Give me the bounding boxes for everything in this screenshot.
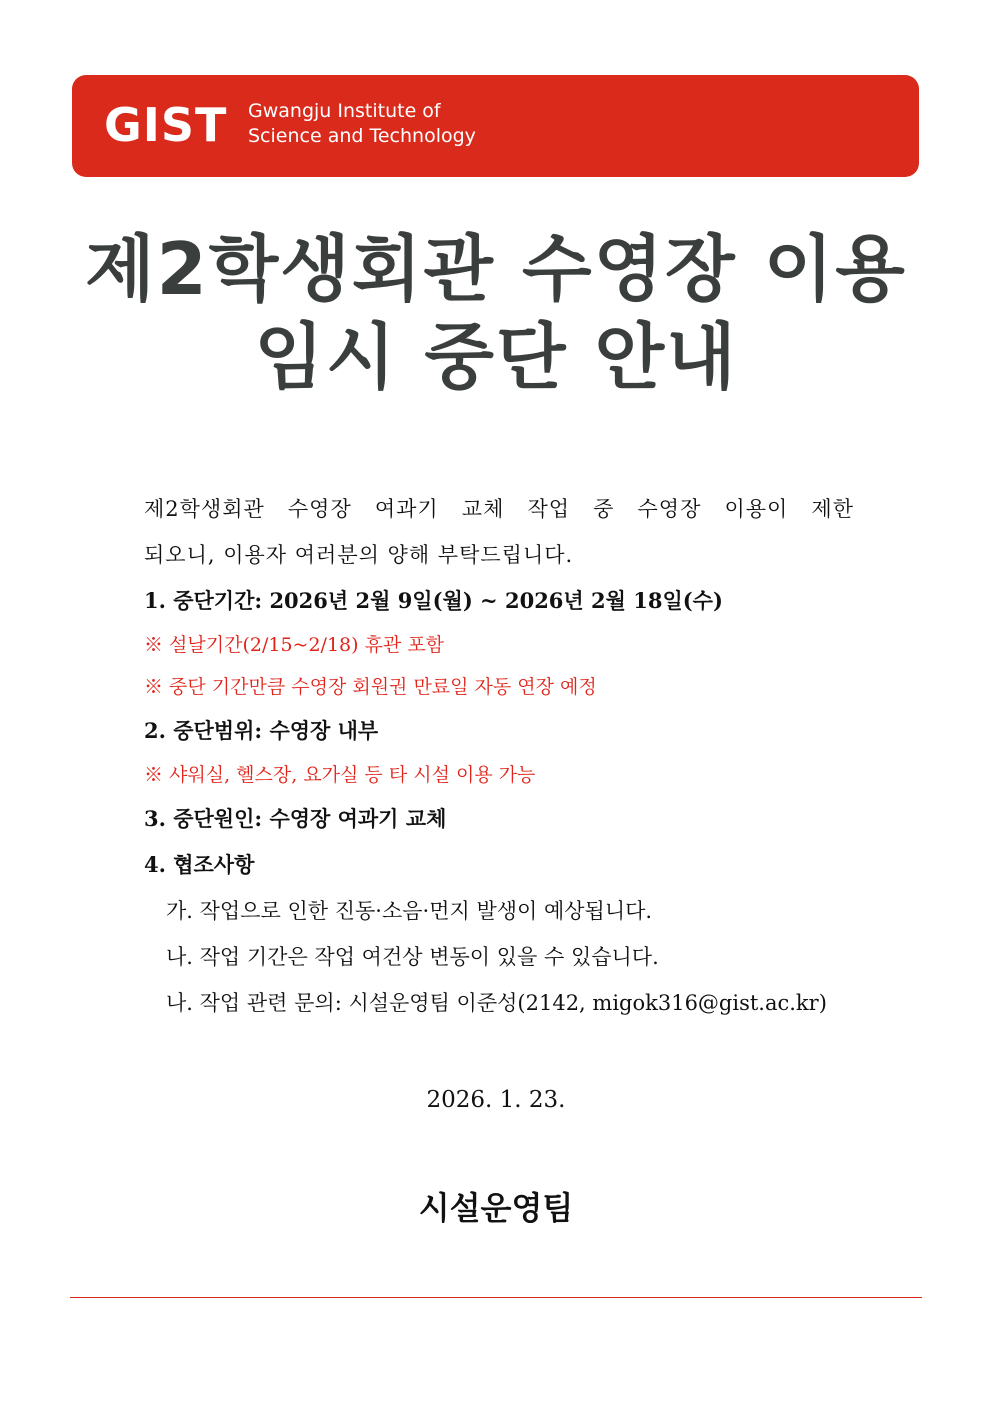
section-period: 1. 중단기간: 2026년 2월 9일(월) ~ 2026년 2월 18일(수) bbox=[144, 588, 723, 613]
issuing-team: 시설운영팀 bbox=[418, 1189, 574, 1227]
section-cause: 3. 중단원인: 수영장 여과기 교체 bbox=[144, 806, 447, 831]
cooperation-item-noise: 가. 작업으로 인한 진동·소음·먼지 발생이 예상됩니다. bbox=[166, 899, 653, 923]
title-line1: 제2학생회관 수영장 이용 bbox=[85, 227, 907, 311]
notice-body bbox=[144, 486, 854, 1026]
notice-date: 2026. 1. 23. bbox=[426, 1087, 566, 1113]
cooperation-item-contact: 나. 작업 관련 문의: 시설운영팀 이준성(2142, migok316@gist.ac.kr) bbox=[166, 991, 827, 1015]
title-line2: 임시 중단 안내 bbox=[254, 315, 738, 399]
section-cooperation: 4. 협조사항 bbox=[144, 852, 255, 877]
cooperation-item-schedule: 나. 작업 기간은 작업 여건상 변동이 있을 수 있습니다. bbox=[166, 945, 659, 969]
section-scope: 2. 중단범위: 수영장 내부 bbox=[144, 718, 379, 743]
intro-line1: 제2학생회관 수영장 여과기 교체 작업 중 수영장 이용이 제한 bbox=[144, 497, 854, 521]
header-banner bbox=[72, 75, 919, 177]
period-note-holiday: ※ 설날기간(2/15~2/18) 휴관 포함 bbox=[144, 634, 445, 656]
period-note-extension: ※ 중단 기간만큼 수영장 회원권 만료일 자동 연장 예정 bbox=[144, 676, 597, 698]
gist-logo: GIST bbox=[104, 98, 228, 152]
institute-name-line1: Gwangju Institute of bbox=[248, 100, 441, 122]
institute-name bbox=[248, 99, 476, 149]
intro-line2: 되오니, 이용자 여러분의 양해 부탁드립니다. bbox=[144, 543, 574, 567]
scope-note: ※ 샤워실, 헬스장, 요가실 등 타 시설 이용 가능 bbox=[144, 764, 536, 786]
institute-name-line2: Science and Technology bbox=[248, 125, 476, 147]
footer-divider bbox=[70, 1297, 922, 1298]
page-title bbox=[0, 225, 992, 401]
